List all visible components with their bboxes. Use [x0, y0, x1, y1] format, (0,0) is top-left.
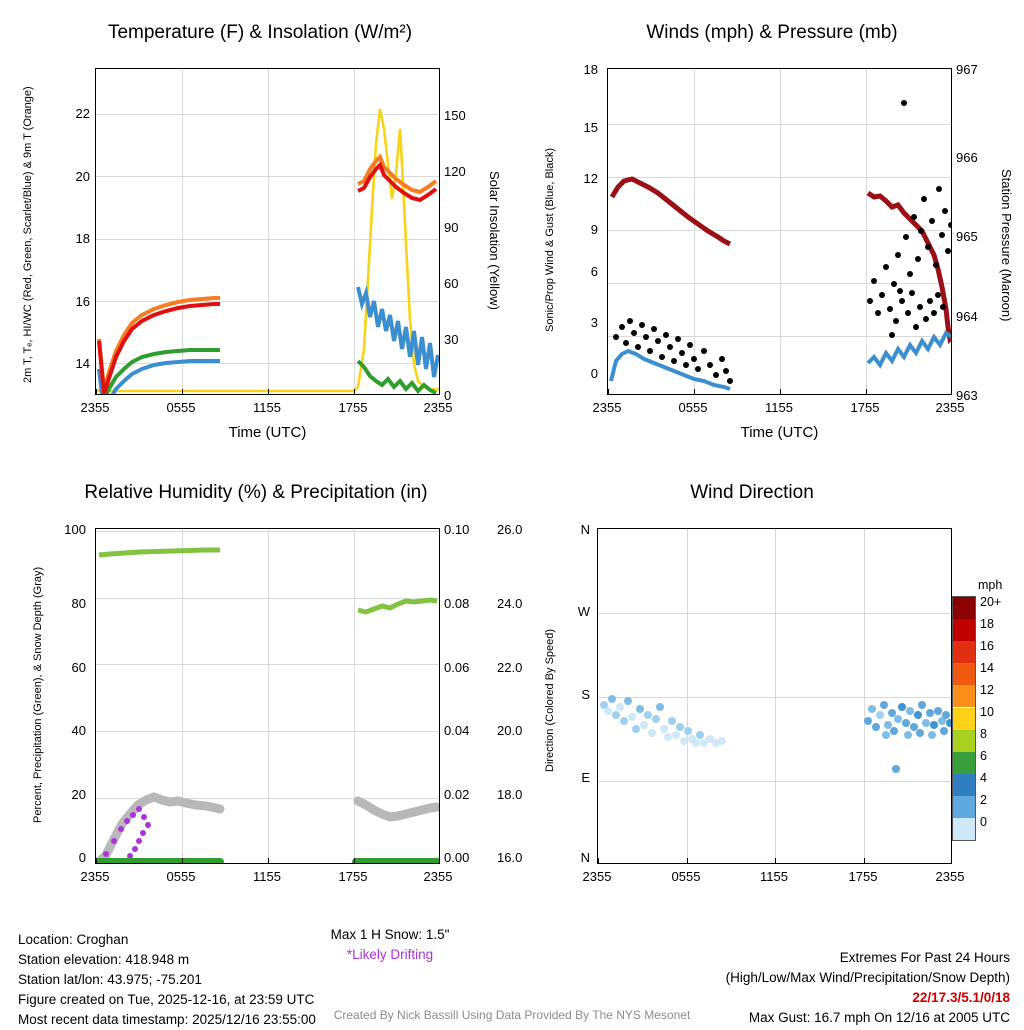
y2-tick-label: 60: [444, 276, 459, 291]
x-tick-label: 0555: [671, 869, 701, 884]
y2-tick-label: 0: [444, 388, 452, 403]
legend-label: 12: [980, 683, 994, 697]
panel-winds-ylabel-left: Sonic/Prop Wind & Gust (Blue, Black): [544, 148, 556, 333]
panel-humidity-title: Relative Humidity (%) & Precipitation (in): [84, 482, 428, 503]
x-tick-label: 2355: [935, 400, 965, 415]
recent-timestamp: Most recent data timestamp: 2025/12/16 23:55:00: [18, 1012, 316, 1027]
x-tick-label: 1155: [253, 869, 281, 884]
y3-tick-label: 24.0: [497, 596, 523, 611]
y-tick-label: 80: [71, 596, 86, 611]
y2-tick-label: 967: [956, 62, 978, 77]
x-tick-label: 1755: [848, 869, 878, 884]
y-tick-label: 12: [583, 171, 598, 186]
legend-label: 18: [980, 617, 994, 631]
y-tick-label: 16: [75, 294, 90, 309]
y2-tick-label: 965: [956, 229, 978, 244]
x-tick-label: 1155: [765, 400, 793, 415]
panel-winds-title: Winds (mph) & Pressure (mb): [646, 22, 898, 43]
panel-temperature: [0, 0, 512, 460]
humidity-series: [96, 529, 440, 864]
legend-label: 10: [980, 705, 994, 719]
wind-direction-points: [598, 529, 952, 864]
x-tick-label: 2355: [423, 869, 453, 884]
figure-created: Figure created on Tue, 2025-12-16, at 23:59 UTC: [18, 992, 315, 1007]
x-tick-label: 0555: [166, 869, 196, 884]
legend-title: mph: [978, 578, 1003, 592]
y2-tick-label: 963: [956, 388, 978, 403]
y-tick-label: 0: [590, 366, 598, 381]
legend-label: 2: [980, 793, 987, 807]
legend-label: 6: [980, 749, 987, 763]
y-tick-label: 100: [64, 522, 86, 537]
x-tick-label: 1755: [338, 400, 368, 415]
y-tick-label: N: [580, 850, 590, 865]
extremes-values: 22/17.3/5.1/0/18: [912, 990, 1010, 1005]
drifting-note-text: *Likely Drifting: [346, 947, 434, 962]
legend-label: 4: [980, 771, 987, 785]
station-latlon: Station lat/lon: 43.975; -75.201: [18, 972, 202, 987]
y2-tick-label: 0.02: [444, 787, 470, 802]
panel-temperature-title: Temperature (F) & Insolation (W/m²): [107, 22, 413, 43]
panel-temperature-xlabel: Time (UTC): [228, 424, 307, 441]
panel-humidity: [0, 460, 523, 920]
winds-series: [608, 69, 952, 395]
snow-max-text: Max 1 H Snow: 1.5": [330, 927, 450, 942]
y2-tick-label: 30: [444, 332, 459, 347]
y-tick-label: N: [580, 522, 590, 537]
y-tick-label: 40: [71, 723, 86, 738]
wind-speed-legend: [948, 578, 1024, 868]
x-tick-label: 2355: [935, 869, 965, 884]
legend-label: 0: [980, 815, 987, 829]
y3-tick-label: 22.0: [497, 660, 523, 675]
max-gust: Max Gust: 16.7 mph On 12/16 at 2005 UTC: [748, 1010, 1010, 1025]
panel-winds-xlabel: Time (UTC): [740, 424, 819, 441]
legend-label: 16: [980, 639, 994, 653]
y-tick-label: 3: [590, 315, 598, 330]
y2-tick-label: 0.06: [444, 660, 470, 675]
y2-tick-label: 964: [956, 309, 978, 324]
y-tick-label: 15: [583, 120, 598, 135]
y2-tick-label: 0.10: [444, 522, 470, 537]
y-tick-label: W: [577, 604, 590, 619]
x-tick-label: 2355: [423, 400, 453, 415]
panel-temperature-ylabel-right: Solar Insolation (Yellow): [487, 170, 502, 310]
y-tick-label: 60: [71, 660, 86, 675]
panel-humidity-ylabel-left: Percent, Precipitation (Green), & Snow Depth (Gray): [32, 566, 44, 824]
y-tick-label: 20: [71, 787, 86, 802]
y3-tick-label: 18.0: [497, 787, 523, 802]
y2-tick-label: 0.04: [444, 723, 470, 738]
panel-wind-direction-title: Wind Direction: [690, 482, 814, 503]
y3-tick-label: 20.0: [497, 723, 523, 738]
credit-text: Created By Nick Bassill Using Data Provided By The NYS Mesonet: [333, 1008, 691, 1022]
y2-tick-label: 966: [956, 150, 978, 165]
station-location: Location: Croghan: [18, 932, 129, 947]
panel-winds: [512, 0, 1024, 460]
y2-tick-label: 150: [444, 108, 466, 123]
extremes-subtitle: (High/Low/Max Wind/Precipitation/Snow Depth): [725, 970, 1010, 985]
y-tick-label: 0: [78, 850, 86, 865]
legend-label: 8: [980, 727, 987, 741]
x-tick-label: 1755: [850, 400, 880, 415]
panel-humidity-plot: [95, 528, 440, 864]
station-elevation: Station elevation: 418.948 m: [18, 952, 190, 967]
y-tick-label: 18: [583, 62, 598, 77]
panel-temperature-ylabel-left: 2m T, Tₑ, HI/WC (Red, Green, Scarlet/Blue) & 9m T (Orange): [22, 86, 34, 384]
panel-wind-direction-plot: [597, 528, 952, 864]
panel-winds-plot: [607, 68, 952, 395]
y-tick-label: S: [581, 687, 590, 702]
panel-winds-ylabel-right: Station Pressure (Maroon): [999, 168, 1014, 322]
x-tick-label: 0555: [678, 400, 708, 415]
extremes-title: Extremes For Past 24 Hours: [839, 950, 1010, 965]
y-tick-label: 9: [590, 222, 598, 237]
x-tick-label: 2355: [582, 869, 612, 884]
y-tick-label: 20: [75, 169, 90, 184]
y3-tick-label: 16.0: [497, 850, 523, 865]
y3-tick-label: 26.0: [497, 522, 523, 537]
x-tick-label: 1755: [338, 869, 368, 884]
y-tick-label: 14: [75, 356, 90, 371]
x-tick-label: 2355: [80, 400, 110, 415]
y2-tick-label: 0.08: [444, 596, 470, 611]
y-tick-label: 22: [75, 106, 90, 121]
y-tick-label: 18: [75, 231, 90, 246]
legend-label: 20+: [980, 595, 1002, 609]
y-tick-label: 6: [590, 264, 598, 279]
legend-label: 14: [980, 661, 994, 675]
y2-tick-label: 0.00: [444, 850, 470, 865]
x-tick-label: 2355: [592, 400, 622, 415]
y2-tick-label: 90: [444, 220, 459, 235]
panel-wind-direction-ylabel-left: Direction (Colored By Speed): [544, 628, 556, 772]
x-tick-label: 1155: [253, 400, 281, 415]
x-tick-label: 0555: [166, 400, 196, 415]
y2-tick-label: 120: [444, 164, 466, 179]
temperature-series: [96, 69, 440, 395]
y-tick-label: E: [581, 770, 590, 785]
panel-temperature-plot: [95, 68, 440, 395]
x-tick-label: 2355: [80, 869, 110, 884]
x-tick-label: 1155: [760, 869, 788, 884]
